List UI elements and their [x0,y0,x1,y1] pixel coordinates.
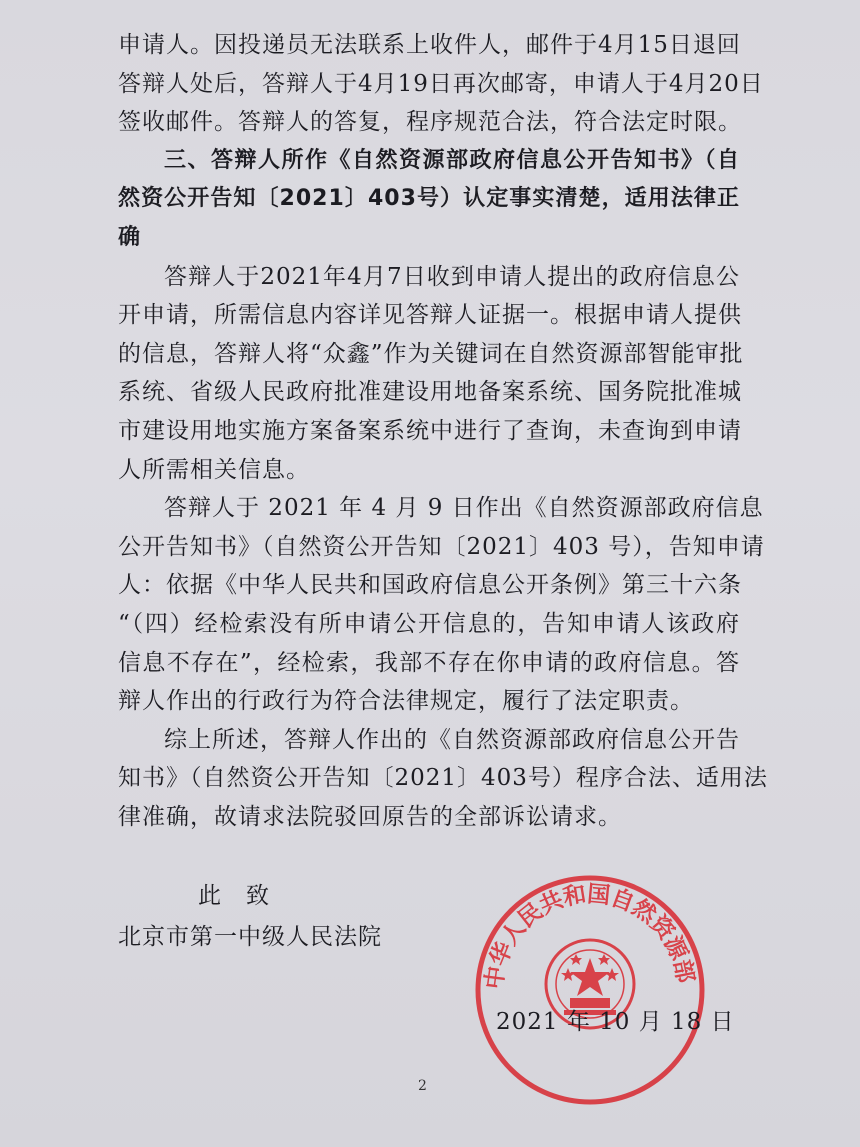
body-text-line: 签收邮件。答辩人的答复，程序规范合法，符合法定时限。 [118,109,742,136]
body-text-line: 答辩人于 2021 年 4 月 9 日作出《自然资源部政府信息 [164,495,764,522]
body-text-line: 人：依据《中华人民共和国政府信息公开条例》第三十六条 [118,572,742,599]
body-text-line: 综上所述，答辩人作出的《自然资源部政府信息公开告 [164,726,740,753]
section-heading-line: 三、答辩人所作《自然资源部政府信息公开告知书》（自 [164,147,740,173]
recipient: 北京市第一中级人民法院 [118,924,382,950]
body-text-line: 人所需相关信息。 [118,456,310,483]
body-text-line: 系统、省级人民政府批准建设用地备案系统、国务院批准城 [118,379,742,406]
body-text-line: 答辩人于2021年4月7日收到申请人提出的政府信息公 [164,263,740,290]
body-text-line: 开申请，所需信息内容详见答辩人证据一。根据申请人提供 [118,302,742,329]
closing-salute: 此 致 [198,883,270,909]
body-text-line: 市建设用地实施方案备案系统中进行了查询，未查询到申请 [118,417,742,444]
page-number: 2 [418,1078,427,1094]
document-date: 2021 年 10 月 18 日 [496,1009,735,1035]
section-heading-line: 然资公开告知〔2021〕403号）认定事实清楚，适用法律正 [118,186,740,212]
section-heading-line: 确 [118,224,142,250]
body-text-line: “（四）经检索没有所申请公开信息的，告知申请人该政府 [118,610,740,637]
seal-outer-ring [478,878,702,1102]
body-text-line: 律准确，故请求法院驳回原告的全部诉讼请求。 [118,803,622,830]
body-text-line: 公开告知书》（自然资公开告知〔2021〕403 号），告知申请 [118,533,765,560]
body-text-line: 申请人。因投递员无法联系上收件人，邮件于4月15日退回 [118,32,741,58]
body-text-line: 知书》（自然资公开告知〔2021〕403号）程序合法、适用法 [118,765,768,792]
body-text-line: 辩人作出的行政行为符合法律规定，履行了法定职责。 [118,688,694,715]
body-text-line: 答辩人处后，答辩人于4月19日再次邮寄，申请人于4月20日 [118,70,764,97]
seal-text: 中华人民共和国自然资源部 [481,881,699,991]
official-seal [472,872,708,1108]
document-body [118,26,768,836]
body-text-line: 信息不存在”，经检索，我部不存在你申请的政府信息。答 [118,649,740,676]
body-text-line: 的信息，答辩人将“众鑫”作为关键词在自然资源部智能审批 [118,340,744,367]
